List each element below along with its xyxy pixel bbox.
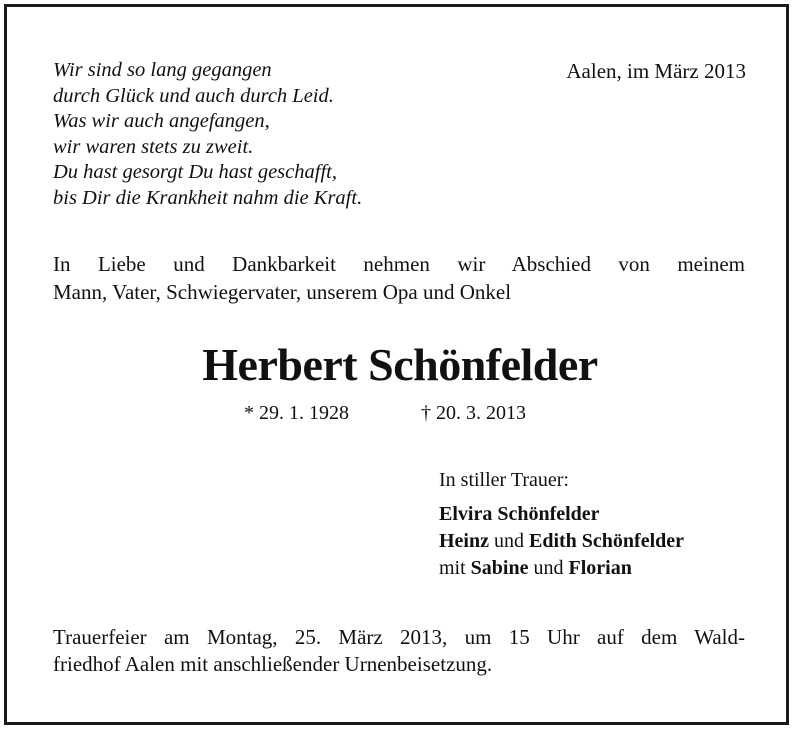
deceased-name: Herbert Schönfelder (202, 339, 598, 390)
mourner-name: Florian (568, 557, 632, 579)
poem-line: bis Dir die Krankheit nahm die Kraft. (53, 186, 363, 209)
mourner-name: Elvira Schönfelder (439, 503, 600, 525)
mourner-name: Heinz (439, 530, 489, 552)
poem-line: Was wir auch angefangen, (53, 110, 270, 132)
death-date: † 20. 3. 2013 (421, 402, 526, 424)
connector: mit (439, 557, 466, 579)
poem-line: Wir sind so lang gegangen (53, 59, 272, 81)
connector: und (533, 557, 564, 579)
intro-line-1: In Liebe und Dankbarkeit nehmen wir Abschied von meinem (53, 252, 745, 276)
mourner-line (439, 555, 684, 582)
mourner-name: Sabine (470, 557, 529, 579)
intro-line-2: Mann, Vater, Schwiegervater, unserem Opa und Onkel (53, 280, 512, 304)
mourners-intro: In stiller Trauer: (439, 469, 569, 491)
poem (53, 58, 473, 211)
birth-date: * 29. 1. 1928 (244, 402, 349, 424)
poem-line: Du hast gesorgt Du hast geschafft, (53, 161, 337, 183)
poem-line: wir waren stets zu zweit. (53, 135, 254, 158)
mourner-line (439, 528, 684, 555)
intro-text (53, 250, 745, 306)
place-date: Aalen, im März 2013 (566, 59, 746, 83)
poem-line: durch Glück und auch durch Leid. (53, 84, 334, 107)
service-line-1: Trauerfeier am Montag, 25. März 2013, um 15 Uhr auf dem Wald- (53, 625, 745, 649)
service-line-2: friedhof Aalen mit anschließender Urnenbeisetzung. (53, 652, 493, 676)
mourner-name: Edith Schönfelder (529, 530, 685, 552)
mourner-line (439, 501, 684, 528)
service-info (53, 624, 745, 678)
mourners-block (439, 467, 684, 582)
connector: und (494, 530, 524, 552)
